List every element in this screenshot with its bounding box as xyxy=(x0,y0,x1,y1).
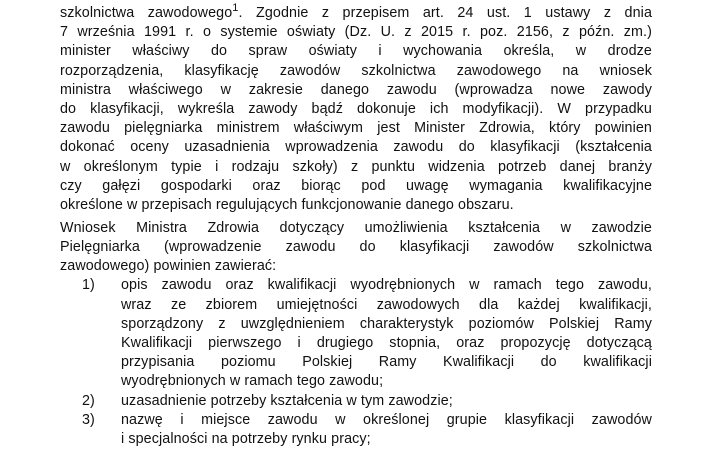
paragraph-line: minister właściwy do spraw oświaty i wychowania określa, w drodze xyxy=(60,43,652,60)
paragraph-line: szkolnictwa zawodowego$^1$. Zgodnie z przepisem art. 24 ust. 1 ustawy z dnia xyxy=(60,2,653,21)
paragraph-line: do klasyfikacji, wykreśla zawody bądź dokonuje ich modyfikacji). W przypadku xyxy=(60,101,652,118)
paragraph-line: Wniosek Ministra Zdrowia dotyczący umożliwienia kształcenia w zawodzie xyxy=(60,219,652,236)
list-item-line: i specjalności na potrzeby rynku pracy; xyxy=(121,431,371,447)
list-item-line: wraz ze zbiorem umiejętności zawodowych dla każdej kwalifikacji, xyxy=(121,296,652,313)
list-item-number: 1) xyxy=(82,277,95,294)
list-item-line: wyodrębnionych w ramach tego zawodu; xyxy=(121,373,384,390)
list-item-number: 3) xyxy=(82,411,95,428)
list-item-line: sporządzony z uwzględnieniem charakterystyk poziomów Polskiej Ramy xyxy=(121,315,652,332)
paragraph-line: zawodu pielęgniarka ministrem właściwym jest Minister Zdrowia, który powinien xyxy=(60,120,652,137)
list-item-line: uzasadnienie potrzeby kształcenia w tym zawodzie; xyxy=(121,392,453,409)
paragraph-line: Pielęgniarka (wprowadzenie zawodu do klasyfikacji zawodów szkolnictwa xyxy=(60,238,652,255)
list-item-line: nazwę i miejsce zawodu w określonej grupie klasyfikacji zawodów xyxy=(121,411,652,428)
list-item-number: 2) xyxy=(82,392,95,409)
footnote-marker[interactable]: 1 xyxy=(232,2,239,14)
paragraph-line: czy gałęzi gospodarki oraz biorąc pod uwagę wymagania kwalifikacyjne xyxy=(60,177,652,194)
paragraph-line: określone w przepisach regulujących funkcjonowanie danego obszaru. xyxy=(60,197,514,214)
list-item-line: Kwalifikacji pierwszego i drugiego stopnia, oraz propozycję dotyczącą xyxy=(121,334,652,351)
paragraph-line: ministra właściwego w zakresie danego zawodu (wprowadza nowe zawody xyxy=(60,81,652,98)
list-item-line: opis zawodu oraz kwalifikacji wyodrębnionych w ramach tego zawodu, xyxy=(121,277,652,294)
paragraph-line: 7 września 1991 r. o systemie oświaty (Dz. U. z 2015 r. poz. 2156, z późn. zm.) xyxy=(60,24,652,41)
list-item-line: przypisania poziomu Polskiej Ramy Kwalifikacji do kwalifikacji xyxy=(121,354,652,371)
paragraph-line: w określonym typie i rodzaju szkoły) z punktu widzenia potrzeb danej branży xyxy=(60,158,652,175)
paragraph-line: zawodowego) powinien zawierać: xyxy=(60,258,277,275)
paragraph-line: dokonać oceny uzasadnienia wprowadzenia zawodu do klasyfikacji (kształcenia xyxy=(60,139,652,156)
paragraph-line: rozporządzenia, klasyfikację zawodów szkolnictwa zawodowego na wniosek xyxy=(60,62,652,79)
